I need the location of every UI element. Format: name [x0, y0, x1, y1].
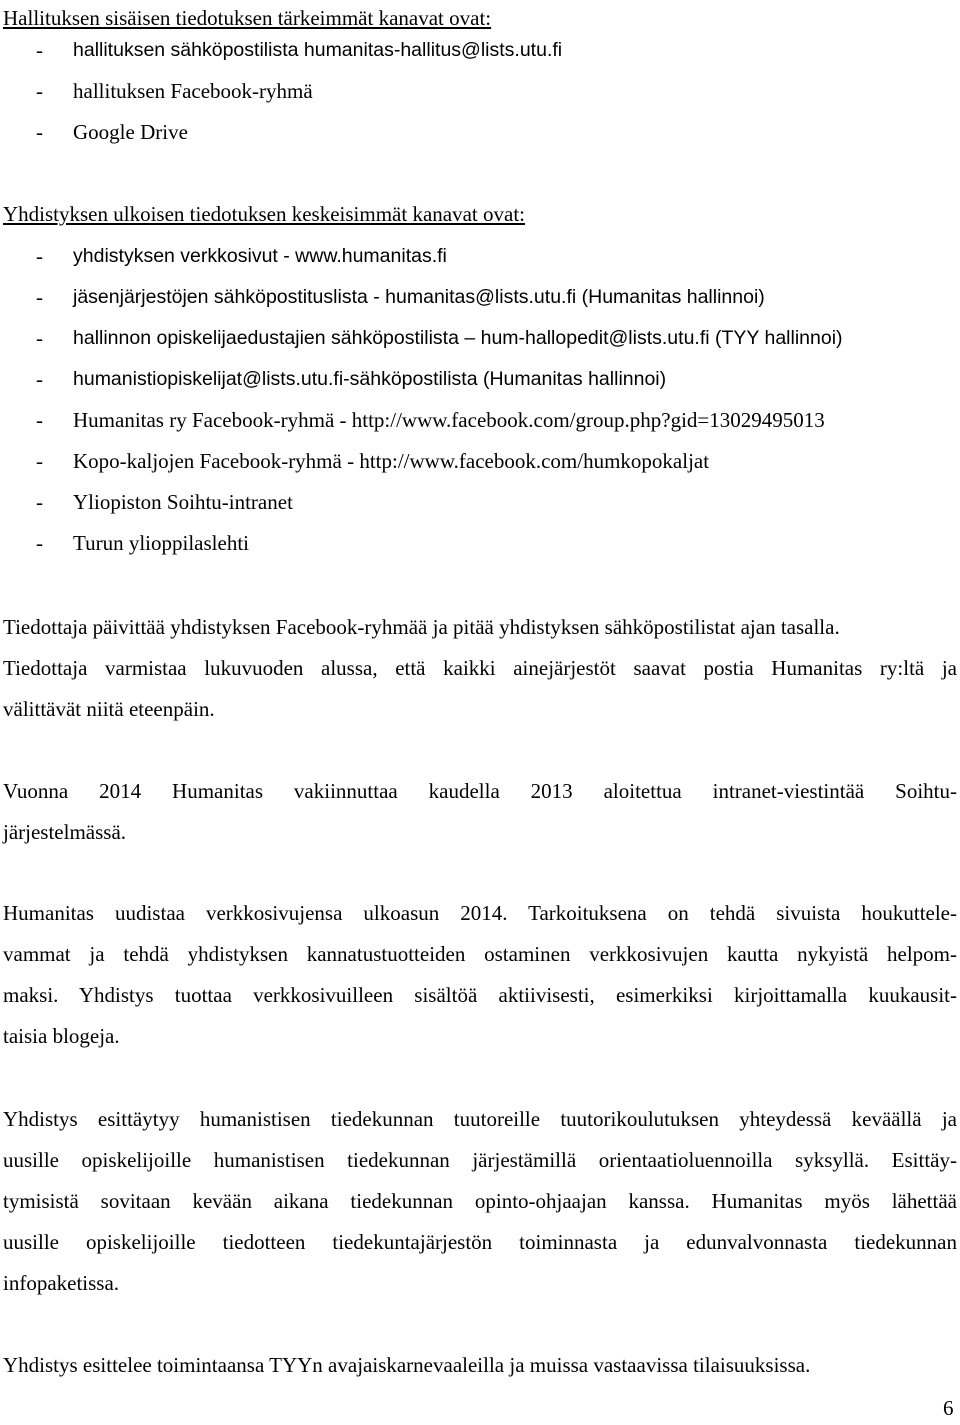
paragraph-intranet: Vuonna 2014 Humanitas vakiinnuttaa kaudella 2013 aloitettua intranet-viestintää Soihtu- järjestelmässä. — [3, 779, 957, 844]
paragraph-facebook-updates: Tiedottaja päivittää yhdistyksen Facebook-ryhmää ja pitää yhdistyksen sähköpostilistat ajan tasalla. Tiedottaja varmistaa lukuvuoden alussa, että kaikki ainejärjestöt saavat postia Humanitas ry:ltä ja välittävät niitä eteenpäin. — [3, 615, 957, 721]
paragraph-website: Humanitas uudistaa verkkosivujensa ulkoasun 2014. Tarkoituksena on tehdä sivuista houkuttele- vammat ja tehdä yhdistyksen kannatustuotteiden ostaminen verkkosivujen kautta nykyistä helpom- maksi. Yhdistys tuottaa verkkosivuilleen sisältöä aktiivisesti, esimerkiksi kirjoittamalla kuukausit- taisia blogeja. — [3, 901, 957, 1048]
page-number: 6 — [943, 1396, 954, 1420]
document-page: Hallituksen sisäisen tiedotuksen tärkeimmät kanavat ovat: - hallituksen sähköpostilista humanitas-hallitus@lists.utu.fi - hallituksen Facebook-ryhmä - Google Drive Yhdistyksen ulkoisen tiedotuksen keskeisimmät kanavat ovat: - yhdistyksen verkkosivut - www.humanitas.fi - jäsenjärjestöjen sähköpostituslista - humanitas@lists.utu.fi (Humanitas hallinnoi) - hallinnon opiskelijaedustajien sähköpostilista – hum-hallopedit@lists.utu.fi (TYY hallinnoi) - humanistiopiskelijat@lists.utu.fi-sähköpostilista (Humanitas hallinnoi) - Humanitas ry Facebook-ryhmä - http://www.facebook.com/group.php?gid=13029495013 - Kopo-kaljojen Facebook-ryhmä - http://www.facebook.com/humkopokaljat - Yliopiston Soihtu-intranet - Turun ylioppilaslehti Tiedottaja päivittää yhdistyksen Facebook-ryhmää ja pitää yhdistyksen sähköpostilistat ajan tasalla. Tiedottaja varmistaa lukuvuoden alussa, että kaikki ainejärjestöt saavat postia Humanitas ry:ltä ja välittävät niitä eteenpäin. Vuonna 2014 Humanitas vakiinnuttaa kaudella 2013 aloitettua intranet-viestintää Soihtu- järjestelmässä. Humanitas uudistaa verkkosivujensa ulkoasun 2014. Tarkoituksena on tehdä sivuista houkuttele- vammat ja tehdä yhdistyksen kannatustuotteiden ostaminen verkkosivujen kautta nykyistä helpom- maksi. Yhdistys tuottaa verkkosivuilleen sisältöä aktiivisesti, esimerkiksi kirjoittamalla kuukausit- taisia blogeja. Yhdistys esittäytyy humanistisen tiedekunnan tuutoreille tuutorikoulutuksen yhteydessä keväällä ja uusille opiskelijoille humanistisen tiedekunnan järjestämillä orientaatioluennoilla syksyllä. Esittäy- tymisistä sovitaan kevään aikana tiedekunnan opinto-ohjaajan kanssa. Humanitas myös lähettää uusille opiskelijoille tiedotteen tiedekuntajärjestön toiminnasta ja edunvalvonnasta tiedekunnan infopaketissa. Yhdistys esittelee toimintaansa TYYn avajaiskarnevaaleilla ja muissa vastaavissa tilaisuuksissa. 6 — [3, 6, 957, 1420]
internal-channels-heading: Hallituksen sisäisen tiedotuksen tärkeimmät kanavat ovat: — [3, 6, 492, 30]
paragraph-carnival: Yhdistys esittelee toimintaansa TYYn avajaiskarnevaaleilla ja muissa vastaavissa tilaisuuksissa. — [3, 1353, 811, 1377]
paragraph-tutors: Yhdistys esittäytyy humanistisen tiedekunnan tuutoreille tuutorikoulutuksen yhteydessä keväällä ja uusille opiskelijoille humanistisen tiedekunnan järjestämillä orientaatioluennoilla syksyllä. Esittäy- tymisistä sovitaan kevään aikana tiedekunnan opinto-ohjaajan kanssa. Humanitas myös lähettää uusille opiskelijoille tiedotteen tiedekuntajärjestön toiminnasta ja edunvalvonnasta tiedekunnan infopaketissa. — [3, 1107, 957, 1295]
external-channels-heading: Yhdistyksen ulkoisen tiedotuksen keskeisimmät kanavat ovat: — [3, 202, 525, 226]
